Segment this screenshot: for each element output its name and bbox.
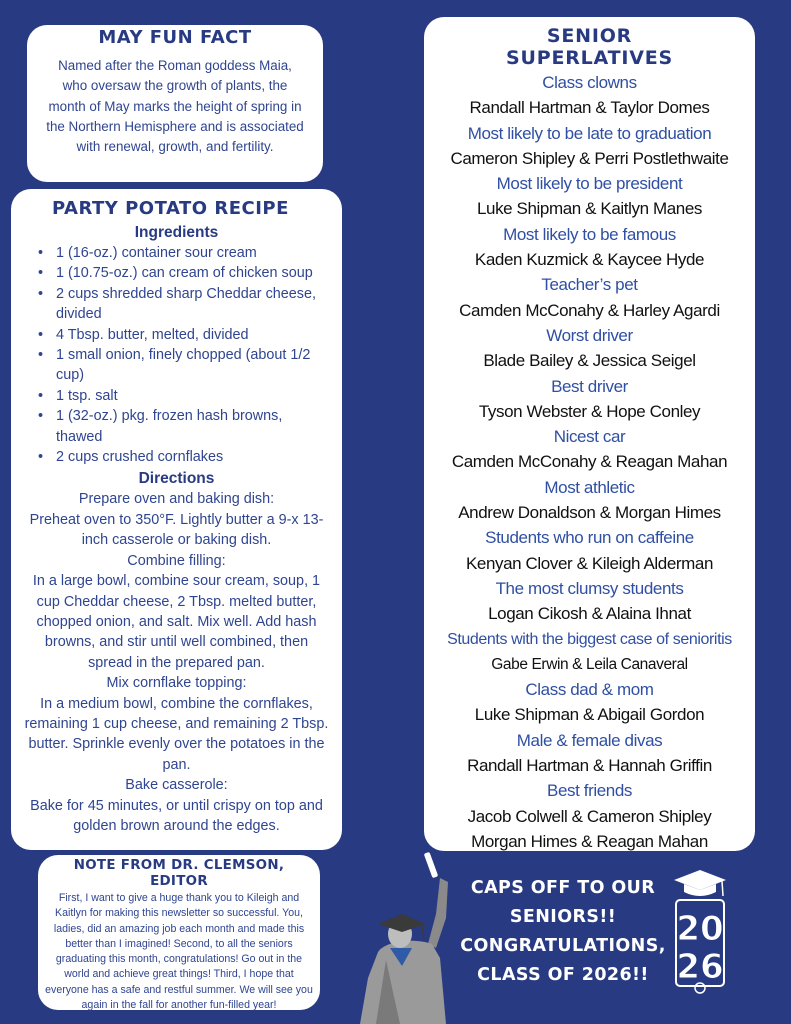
superlative-names: Camden McConahy & Reagan Mahan [451, 452, 728, 472]
direction-step-text: In a medium bowl, combine the cornflakes, remaining 1 cup cheese, and remaining 2 Tbsp. butter. Sprinkle evenly over the potatoes in the pan. [24, 695, 329, 773]
caps-line: CLASS OF 2026!! [477, 965, 649, 985]
direction-step-label: Prepare oven and baking dish: [78, 491, 275, 508]
superlative-category: Most likely to be late to graduation [467, 123, 712, 143]
ingredient-item: • 1 small onion, finely chopped (about 1/2 cup) [35, 345, 332, 386]
caps-line: CAPS OFF TO OUR [470, 878, 656, 898]
may-fun-fact-card [27, 25, 323, 182]
note-title: NOTE FROM DR. CLEMSON, EDITOR [73, 858, 285, 889]
direction-step-label: Combine filling: [127, 552, 226, 569]
superlative-category: Class dad & mom [525, 680, 654, 700]
superlatives-list [424, 70, 755, 854]
ingredient-item: • 4 Tbsp. butter, melted, divided [35, 325, 332, 345]
ingredient-item: • 2 cups shredded sharp Cheddar cheese, divided [35, 284, 332, 325]
superlatives-card [424, 17, 755, 851]
caps-line: CONGRATULATIONS, [460, 936, 666, 956]
superlatives-title-line1: SENIOR [546, 25, 633, 47]
superlative-names: Jacob Colwell & Cameron Shipley [467, 806, 712, 826]
ingredient-item: • 1 (32-oz.) pkg. frozen hash browns, thawed [35, 406, 332, 447]
direction-step-text: Bake for 45 minutes, or until crispy on top and golden brown around the edges. [30, 797, 323, 834]
superlative-names: Tyson Webster & Hope Conley [478, 401, 701, 421]
superlative-names: Gabe Erwin & Leila Canaveral [491, 655, 688, 673]
superlative-names: Andrew Donaldson & Morgan Himes [458, 503, 721, 523]
superlative-names: Cameron Shipley & Perri Postlethwaite [450, 148, 729, 168]
recipe-title: PARTY POTATO RECIPE [52, 198, 289, 219]
caps-off-message [448, 874, 678, 990]
superlative-names: Kaden Kuzmick & Kaycee Hyde [474, 250, 705, 270]
superlatives-title-line2: SUPERLATIVES [506, 47, 673, 69]
ingredient-item: • 1 (16-oz.) container sour cream [35, 243, 332, 263]
superlative-names: Luke Shipman & Kaitlyn Manes [476, 199, 703, 219]
direction-step-label: Bake casserole: [125, 777, 228, 794]
caps-line: SENIORS!! [509, 907, 617, 927]
superlative-category: Students who run on caffeine [485, 528, 694, 548]
superlative-category: Most likely to be president [496, 174, 683, 194]
superlative-names: Kenyan Clover & Kileigh Alderman [465, 553, 714, 573]
superlative-names: Randall Hartman & Hannah Griffin [467, 756, 712, 776]
superlative-category: Students with the biggest case of senioritis [447, 630, 732, 648]
superlative-category: Worst driver [546, 325, 633, 345]
superlative-names: Blade Bailey & Jessica Seigel [483, 351, 696, 371]
superlative-category: Teacher’s pet [541, 275, 638, 295]
direction-step-text: In a large bowl, combine sour cream, soup, 1 cup Cheddar cheese, 2 Tbsp. melted butter, chopped onion, and salt. Mix well. Add hash browns, and stir until well combined, then spread in the prepared pan. [32, 573, 321, 671]
direction-step-text: Preheat oven to 350°F. Lightly butter a 9-x 13-inch casserole or baking dish. [29, 511, 324, 549]
superlative-category: Best driver [551, 376, 628, 396]
superlative-category: The most clumsy students [495, 578, 684, 598]
superlative-names: Logan Cikosh & Alaina Ihnat [488, 604, 691, 624]
directions-heading: Directions [138, 470, 215, 488]
direction-step-label: Mix cornflake topping: [106, 675, 247, 692]
superlative-category: Class clowns [542, 73, 637, 92]
ingredients-list [35, 243, 332, 467]
recipe-card [11, 189, 342, 850]
superlative-category: Nicest car [553, 427, 626, 447]
fact-body: Named after the Roman goddess Maia, who oversaw the growth of plants, the month of May marks the height of spring in the Northern Hemisphere and is associated with renewal, growth, and fertility. [46, 58, 304, 155]
badge-top-digits: 20 [676, 909, 724, 949]
note-body: First, I want to give a huge thank you to Kileigh and Kaitlyn for making this newsletter so successful. You, ladies, did an amazing job each month and made this better than I imagined! Second, to all the seniors graduating this month, congratulations! Go out in the world and achieve great things! Third, I hope that everyone has a safe and restful summer. We will see you again in the fall for another fun-filled year! [45, 892, 313, 1012]
ingredient-item: • 1 (10.75-oz.) can cream of chicken soup [35, 263, 332, 283]
ingredients-heading: Ingredients [134, 224, 219, 241]
superlative-category: Most athletic [544, 477, 635, 497]
graduate-figure-icon [356, 848, 456, 1024]
directions-list [21, 489, 332, 836]
ingredient-item: • 1 tsp. salt [35, 386, 332, 406]
superlative-names: Randall Hartman & Taylor Domes [469, 98, 710, 118]
fact-title: MAY FUN FACT [98, 27, 252, 48]
superlative-names: Morgan Himes & Reagan Mahan [471, 831, 708, 851]
badge-bottom-digits: 26 [676, 947, 724, 987]
superlative-names: Luke Shipman & Abigail Gordon [474, 705, 705, 725]
editor-note-card [38, 855, 320, 1010]
superlative-names: Camden McConahy & Harley Agardi [459, 300, 720, 320]
superlative-category: Most likely to be famous [503, 224, 676, 244]
superlative-category: Best friends [547, 781, 632, 801]
graduation-cap-icon [674, 870, 726, 896]
superlative-category: Male & female divas [516, 730, 663, 750]
class-2026-badge [670, 866, 730, 996]
ingredient-item: • 2 cups crushed cornflakes [35, 447, 332, 467]
